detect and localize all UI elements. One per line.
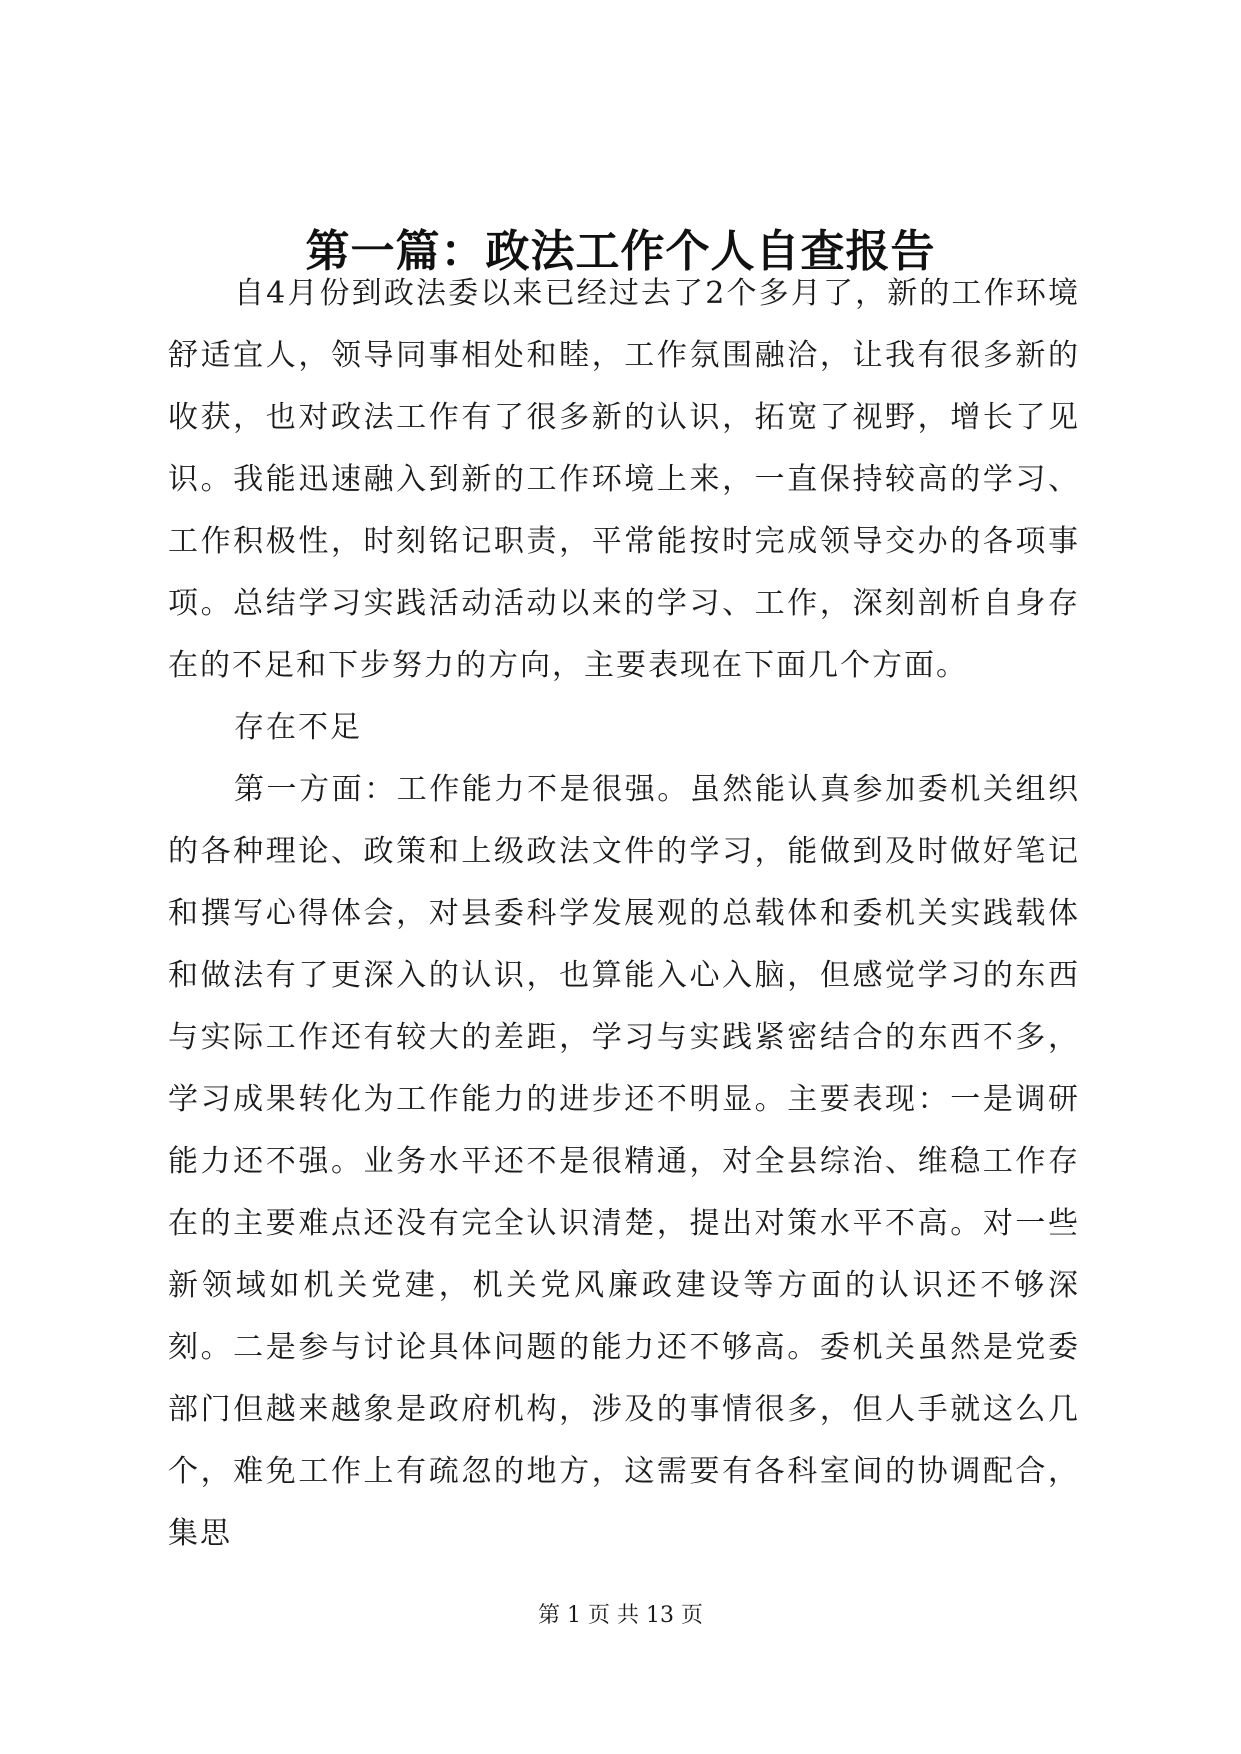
document-body bbox=[168, 263, 1080, 1565]
page-number-footer: 第 1 页 共 13 页 bbox=[538, 1603, 703, 1628]
section-heading-shortcomings: 存在不足 bbox=[234, 710, 362, 745]
paragraph-intro: 自4月份到政法委以来已经过去了2个多月了，新的工作环境舒适宜人，领导同事相处和睦，工作氛围融洽，让我有很多新的收获，也对政法工作有了很多新的认识，拓宽了视野，增长了见识。我能迅速融入到新的工作环境上来，一直保持较高的学习、工作积极性，时刻铭记职责，平常能按时完成领导交办的各项事项。总结学习实践活动活动以来的学习、工作，深刻剖析自身存在的不足和下步努力的方向，主要表现在下面几个方面。 bbox=[168, 276, 1080, 683]
document-title: 第一篇：政法工作个人自查报告 bbox=[305, 226, 936, 277]
paragraph-first-aspect: 第一方面：工作能力不是很强。虽然能认真参加委机关组织的各种理论、政策和上级政法文件的学习，能做到及时做好笔记和撰写心得体会，对县委科学发展观的总载体和委机关实践载体和做法有了更深入的认识，也算能入心入脑，但感觉学习的东西与实际工作还有较大的差距，学习与实践紧密结合的东西不多，学习成果转化为工作能力的进步还不明显。主要表现：一是调研能力还不强。业务水平还不是很精通，对全县综治、维稳工作存在的主要难点还没有完全认识清楚，提出对策水平不高。对一些新领域如机关党建，机关党风廉政建设等方面的认识还不够深刻。二是参与讨论具体问题的能力还不够高。委机关虽然是党委部门但越来越象是政府机构，涉及的事情很多，但人手就这么几个，难免工作上有疏忽的地方，这需要有各科室间的协调配合，集思 bbox=[168, 772, 1080, 1551]
